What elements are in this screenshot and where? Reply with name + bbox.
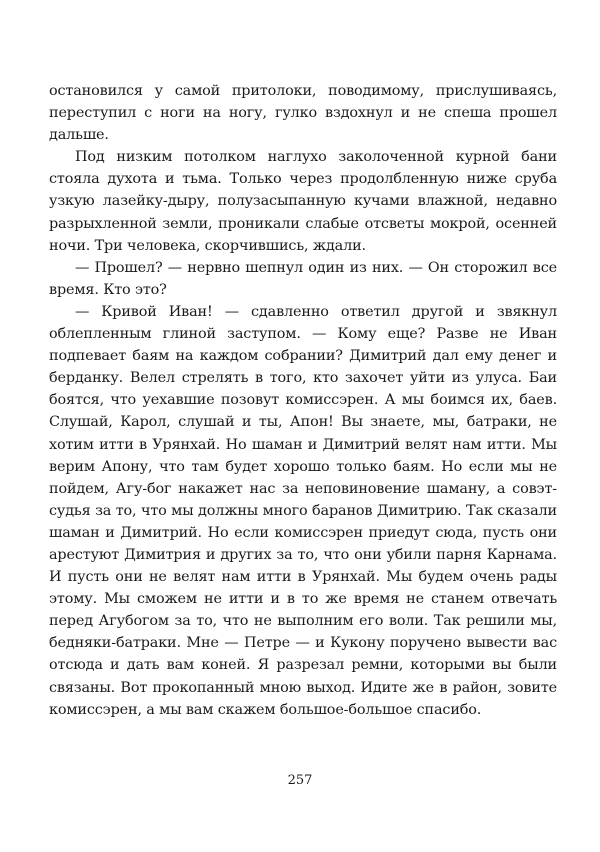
paragraph-dialogue-question: — Прошел? — нервно шепнул один из них. — Он сторожил все время. Кто это? <box>49 259 557 298</box>
body-text <box>49 80 557 721</box>
paragraph-continuation: остановился у самой притолоки, поводимому, прислушиваясь, переступил с ноги на ногу, гулко вздохнул и не спеша прошел дальше. <box>49 83 557 144</box>
page-number: 257 <box>287 773 313 788</box>
paragraph-dialogue-answer: — Кривой Иван! — сдавленно ответил другой и звякнул облепленным глиной заступом. — Кому еще? Разве не Иван подпевает баям на каждом собрании? Димитрий дал ему денег и берданку. Велел стрелять в того, кто захочет уйти из улуса. Баи боятся, что уехавшие позовут комиссэрен. А мы боимся их, баев. Слушай, Карол, слушай и ты, Апон! Вы знаете, мы, батраки, не хотим итти в Урянхай. Но шаман и Димитрий велят нам итти. Мы верим Апону, что там будет хорошо только баям. Но если мы не пойдем, Агу-бог накажет нас за неповиновение шаману, а совэт-судья за то, что мы должны много баранов Димитрию. Так сказали шаман и Димитрий. Но если комиссэрен приедут сюда, пусть они арестуют Димитрия и других за то, что они убили парня Карнама. И пусть они не велят нам итти в Урянхай. Мы будем очень рады этому. Мы сможем не итти и в то же время не станем отвечать перед Агубогом за то, что не выполним его воли. Так решили мы, бедняки-батраки. Мне — Петре — и Кукону поручено вывести вас отсюда и дать вам коней. Я разрезал ремни, которыми вы были связаны. Вот прокопанный мною выход. Идите же в район, зовите комиссэрен, а мы вам скажем большое-большое спасибо. <box>49 303 557 718</box>
paragraph-bathhouse: Под низким потолком наглухо заколоченной курной бани стояла духота и тьма. Только через продолбленную ниже сруба узкую лазейку-дыру, полузасыпанную кучами влажной, недавно разрыхленной земли, проникали слабые отсветы мокрой, осенней ночи. Три человека, скорчившись, ждали. <box>49 149 557 254</box>
